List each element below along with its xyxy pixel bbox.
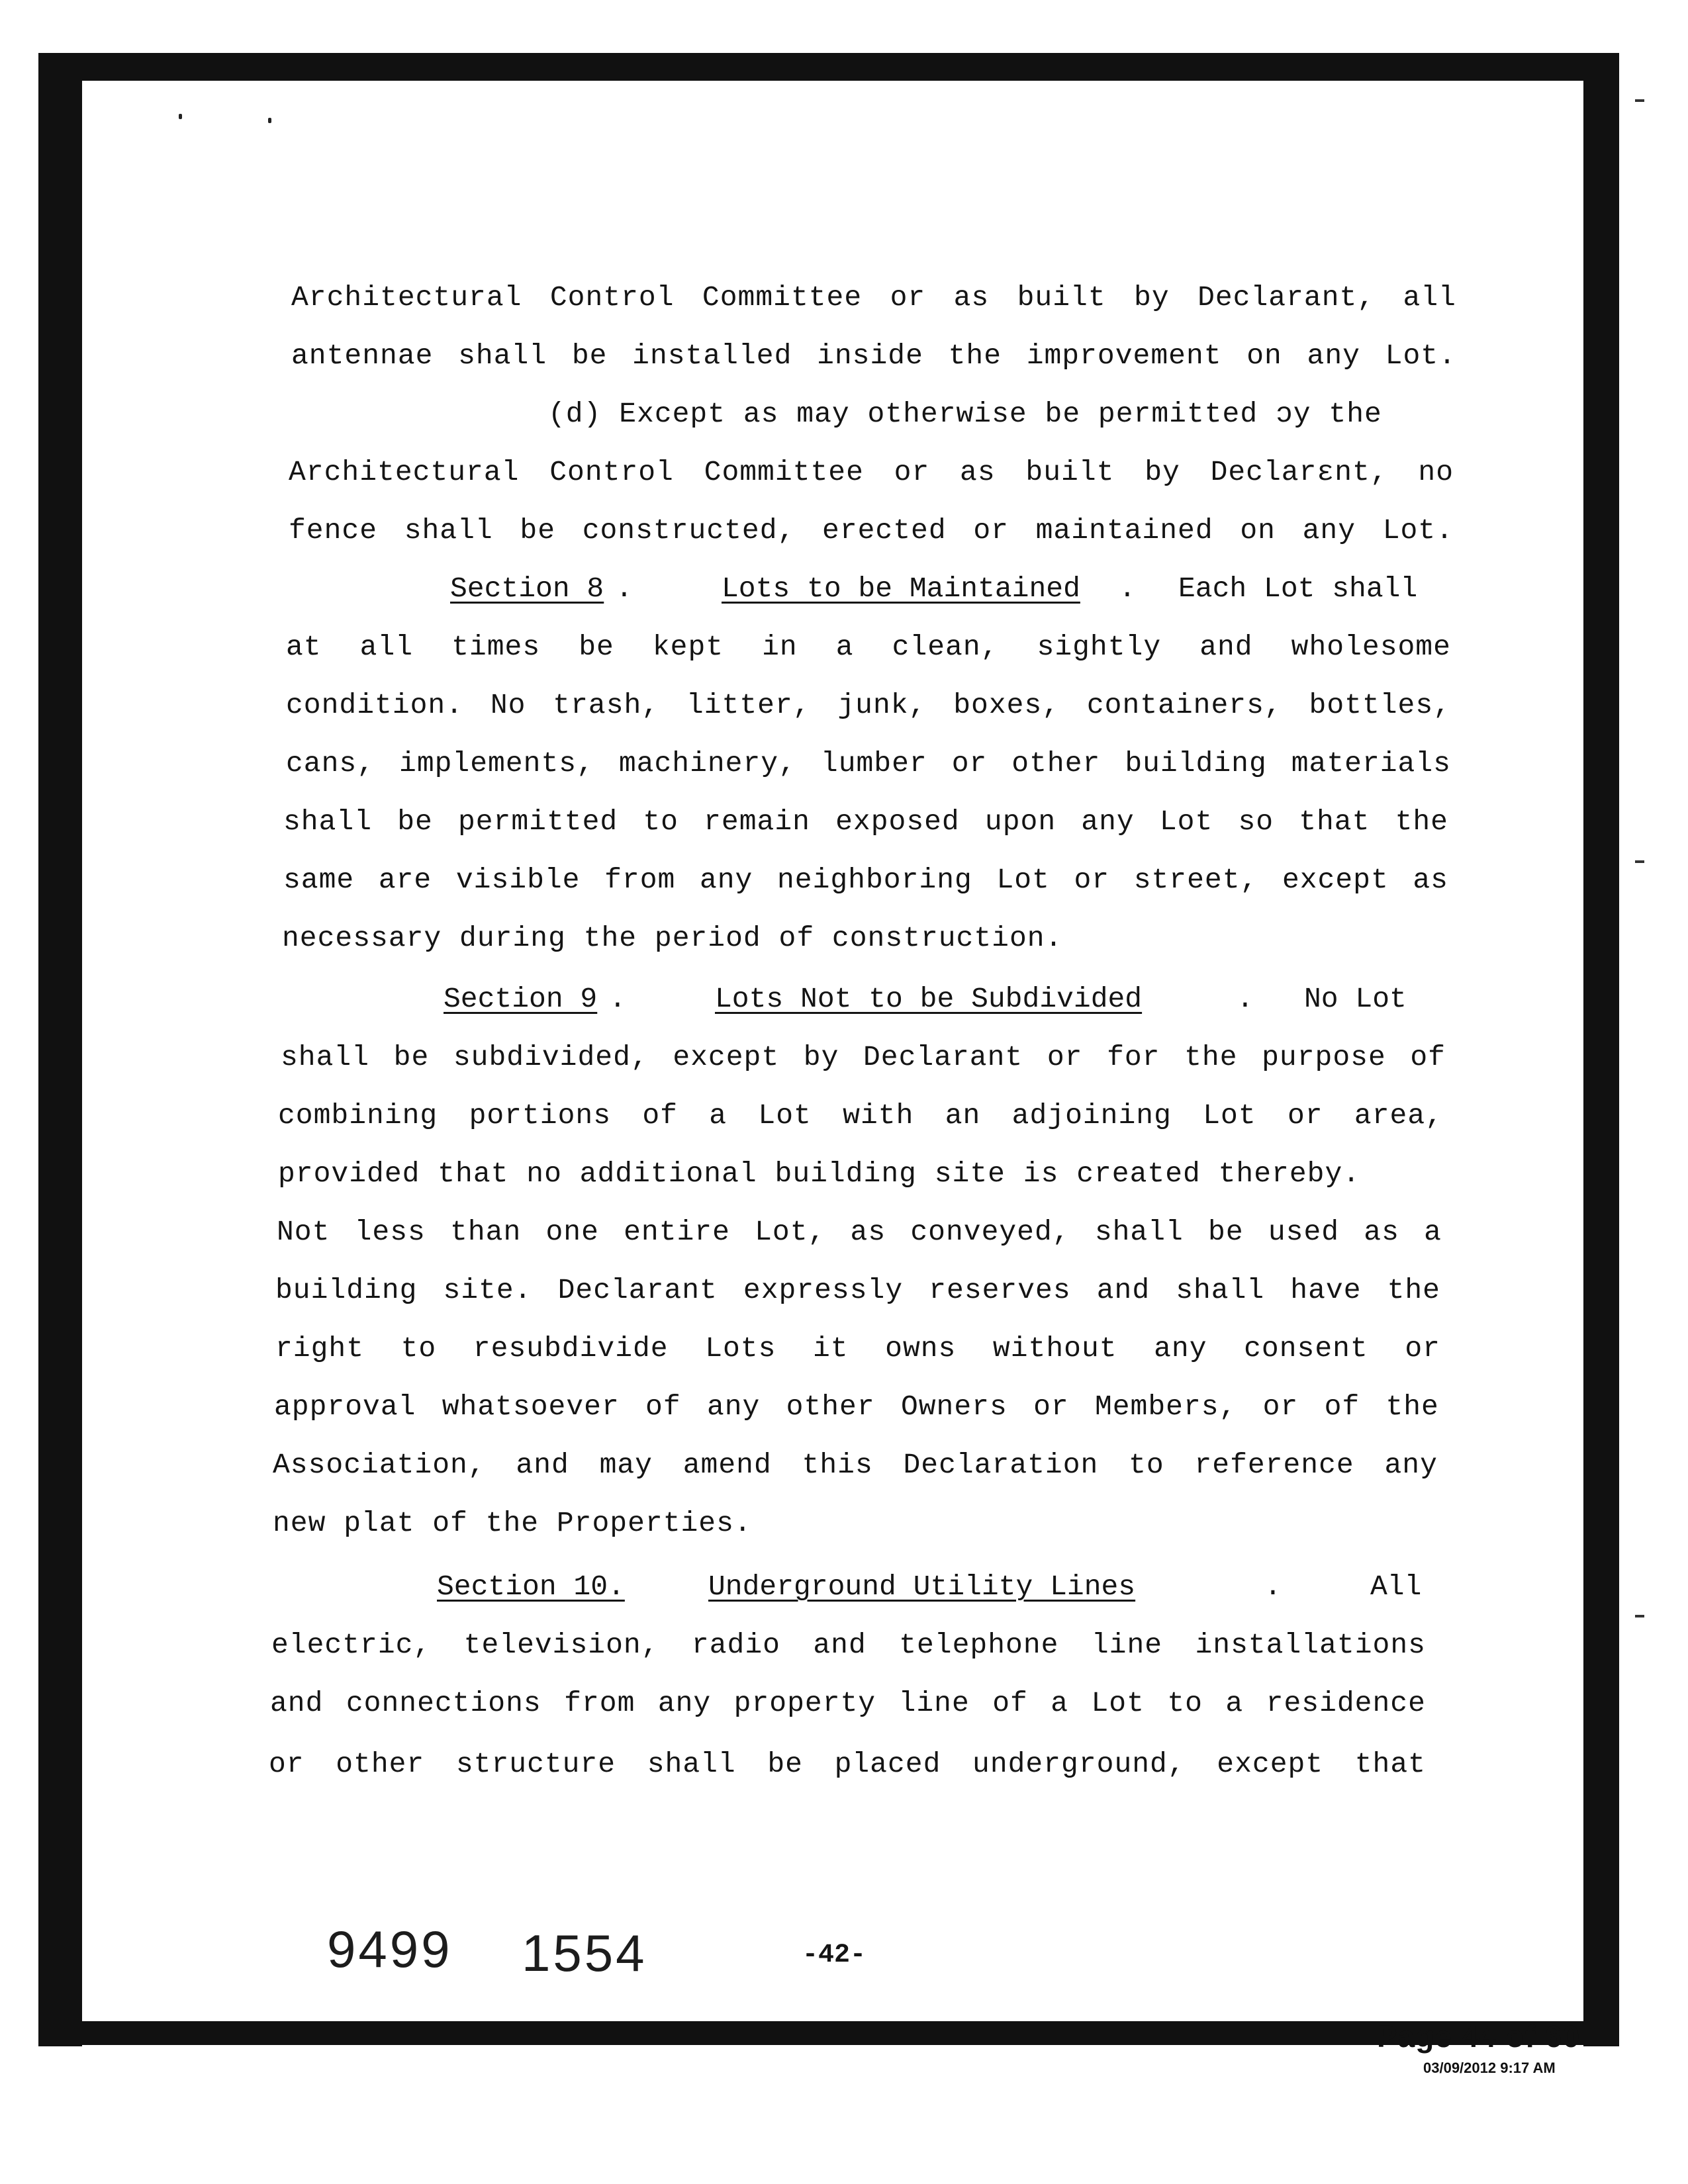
text-line: electric, television, radio and telephone line installations [271,1629,1426,1661]
scan-mark [1635,860,1644,863]
scan-border-right [1583,53,1619,2046]
period: . [1264,1570,1282,1603]
text-line: antennae shall be installed inside the improvement on any Lot. [291,340,1456,372]
text-line: Architectural Control Committee or as built by Declarant, all [291,281,1456,314]
text-line: shall be permitted to remain exposed upon any Lot so that the [283,805,1448,838]
section-8-label: Section 8 [450,572,604,605]
timestamp-stamp: 03/09/2012 9:17 AM [1423,2060,1556,2076]
scan-border-top [38,53,1619,81]
period: . [1119,572,1136,605]
text-line: new plat of the Properties. [273,1507,752,1539]
period: . [1237,983,1254,1015]
page-reference: 1554 [522,1924,647,1982]
text-line: or other structure shall be placed underground, except that [269,1748,1426,1780]
text-line: provided that no additional building site is created thereby. [278,1158,1361,1190]
text-line: at all times be kept in a clean, sightly and wholesome [286,631,1451,663]
scan-border-left [38,53,82,2046]
scan-mark [1635,1615,1644,1617]
period: . [616,572,633,605]
scan-speck [268,118,271,123]
section-9-label: Section 9 [444,983,598,1015]
text-line: approval whatsoever of any other Owners or Members, or of the [274,1390,1439,1423]
text-line: combining portions of a Lot with an adjoining Lot or area, [278,1099,1443,1132]
scan-speck [179,114,182,119]
text-line: condition. No trash, litter, junk, boxes, containers, bottles, [286,689,1451,721]
text-line: building site. Declarant expressly reserves and shall have the [275,1274,1440,1306]
text-line: All [1370,1570,1422,1603]
text-line: (d) Except as may otherwise be permitted ɔy the [548,398,1382,430]
text-line: fence shall be constructed, erected or maintained on any Lot. [289,514,1454,547]
text-line: No Lot [1304,983,1407,1015]
scan-mark [1635,99,1644,102]
page-count-stamp: Page 44 of 60 [1377,2019,1581,2054]
text-line: right to resubdivide Lots it owns without any consent or [275,1332,1440,1365]
section-10-label: Section 10. [437,1570,625,1603]
text-line: necessary during the period of construction. [282,922,1063,954]
text-line: shall be subdivided, except by Declarant or for the purpose of [281,1041,1446,1073]
text-line: cans, implements, machinery, lumber or other building materials [286,747,1451,780]
book-number: 9499 [327,1920,453,1978]
text-line: Association, and may amend this Declaration to reference any [273,1449,1438,1481]
period: . [609,983,626,1015]
section-10-title: Underground Utility Lines [708,1570,1136,1603]
text-line: Not less than one entire Lot, as conveyed, shall be used as a [277,1216,1442,1248]
text-line: Architectural Control Committee or as built by Declarɛnt, no [289,456,1454,488]
text-line: and connections from any property line of a Lot to a residence [270,1687,1426,1719]
text-line: same are visible from any neighboring Lot or street, except as [283,864,1448,896]
text-line: Each Lot shall [1178,572,1418,605]
section-9-title: Lots Not to be Subdivided [715,983,1143,1015]
section-8-title: Lots to be Maintained [722,572,1080,605]
page-number: -42- [802,1940,867,1970]
